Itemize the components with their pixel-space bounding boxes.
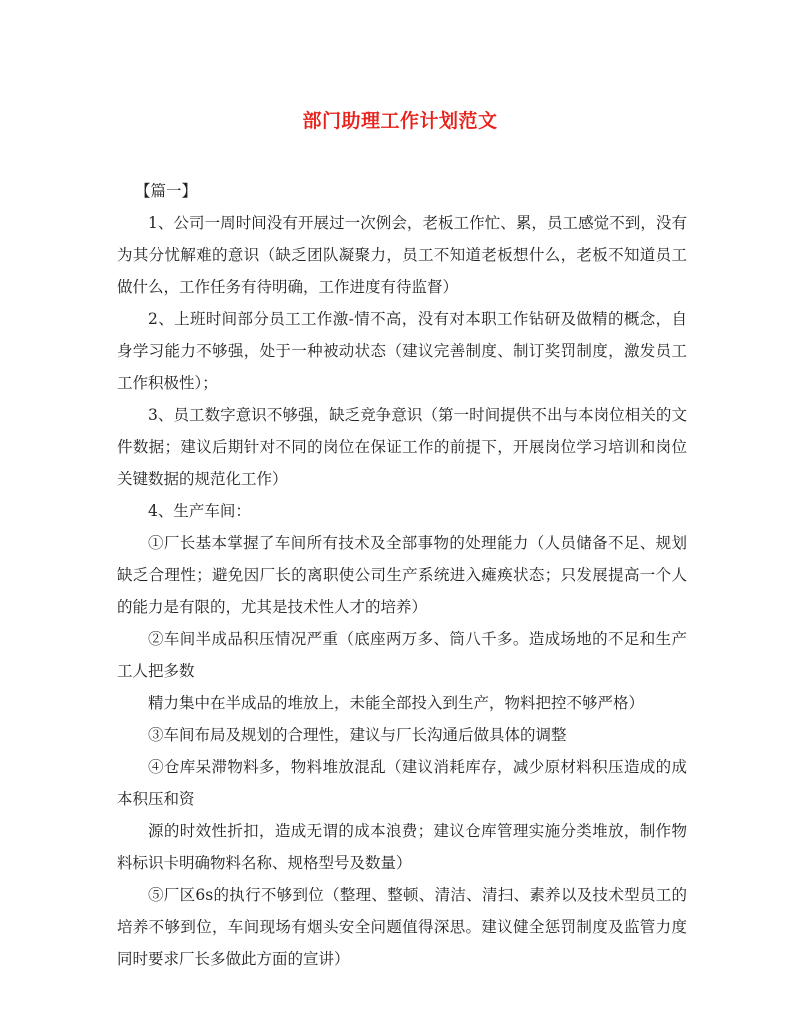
paragraph: 精力集中在半成品的堆放上，未能全部投入到生产，物料把控不够严格）: [148, 694, 645, 712]
paragraph: 4、生产车间：: [148, 502, 251, 520]
document-title: 部门助理工作计划范文: [302, 110, 498, 132]
paragraph: 2、上班时间部分员工工作激-情不高，没有对本职工作钻研及做精的概念，自身学习能力不够强，处于一种被动状态（建议完善制度、制订奖罚制度，激发员工工作积极性）；: [117, 310, 687, 392]
paragraph: ⑤厂区6s的执行不够到位（整理、整顿、清洁、清扫、素养以及技术型员工的培养不够到位，车间现场有烟头安全问题值得深思。建议健全惩罚制度及监管力度同时要求厂长多做此方面的宣讲）: [117, 886, 687, 968]
paragraph: ②车间半成品积压情况严重（底座两万多、筒八千多。造成场地的不足和生产工人把多数: [117, 630, 687, 680]
paragraph: ④仓库呆滞物料多，物料堆放混乱（建议消耗库存，减少原材料积压造成的成本积压和资: [117, 758, 687, 808]
paragraph: 源的时效性折扣，造成无谓的成本浪费；建议仓库管理实施分类堆放，制作物料标识卡明确物料名称、规格型号及数量）: [117, 822, 687, 872]
section-heading: 【篇一】: [135, 182, 198, 200]
paragraph: ①厂长基本掌握了车间所有技术及全部事物的处理能力（人员储备不足、规划缺乏合理性；避免因厂长的离职使公司生产系统进入瘫痪状态；只发展提高一个人的能力是有限的，尤其是技术性人才的培养）: [117, 534, 687, 616]
paragraph: 3、员工数字意识不够强，缺乏竞争意识（第一时间提供不出与本岗位相关的文件数据；建议后期针对不同的岗位在保证工作的前提下，开展岗位学习培训和岗位关键数据的规范化工作）: [117, 406, 687, 488]
document-body: [117, 175, 687, 975]
paragraph: 1、公司一周时间没有开展过一次例会，老板工作忙、累，员工感觉不到，没有为其分忧解难的意识（缺乏团队凝聚力，员工不知道老板想什么，老板不知道员工做什么，工作任务有待明确，工作进度有待监督）: [117, 214, 687, 296]
paragraph: ③车间布局及规划的合理性，建议与厂长沟通后做具体的调整: [148, 726, 567, 744]
